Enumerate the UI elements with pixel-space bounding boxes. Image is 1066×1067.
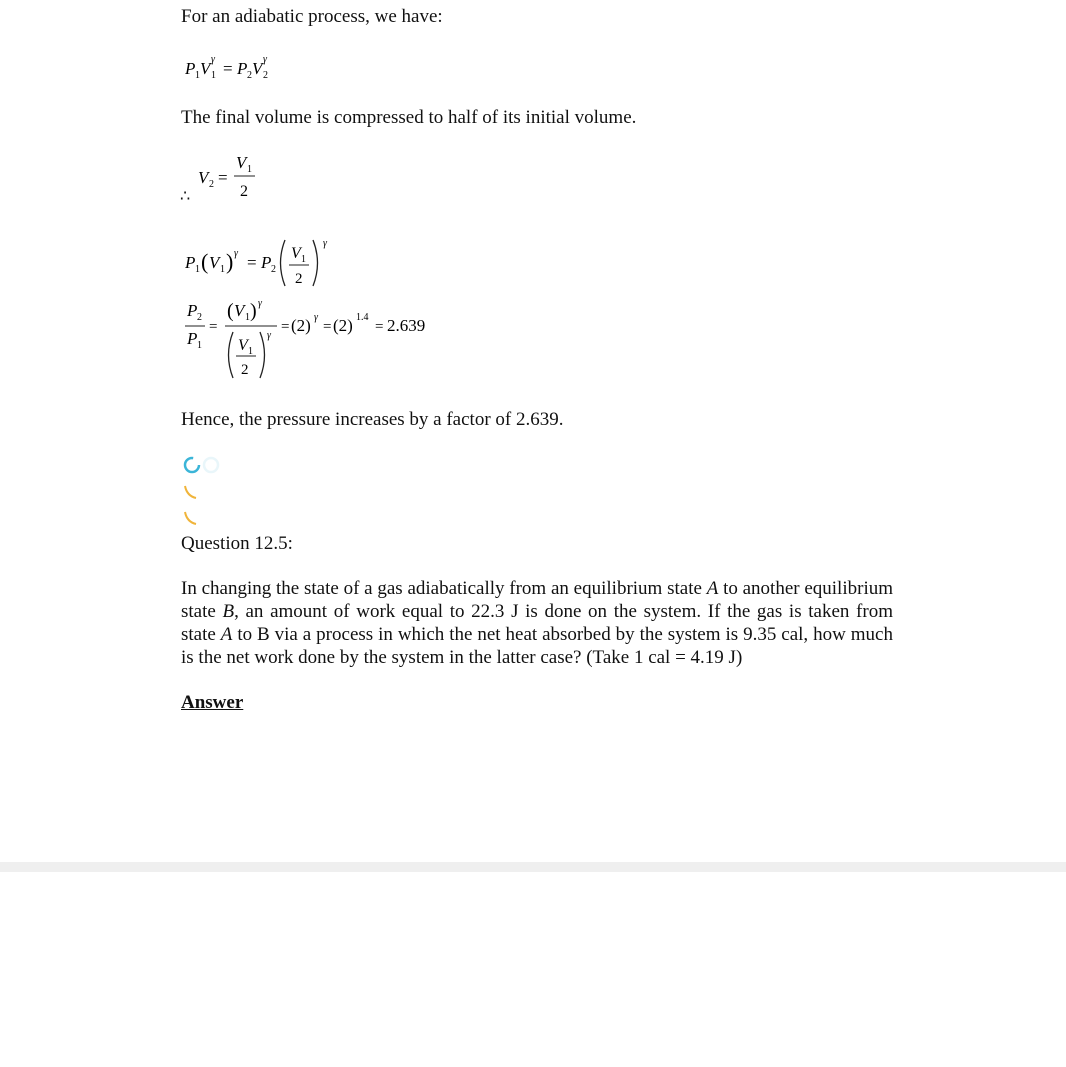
compressed-text: The final volume is compressed to half of its initial volume. bbox=[181, 107, 637, 128]
svg-text:2: 2 bbox=[271, 264, 276, 275]
therefore-symbol: ∴ bbox=[180, 188, 191, 205]
svg-text:2: 2 bbox=[240, 183, 248, 200]
svg-text:γ: γ bbox=[267, 330, 271, 341]
svg-text:V: V bbox=[234, 301, 245, 320]
svg-text:(: ( bbox=[201, 249, 209, 274]
svg-text:γ: γ bbox=[258, 298, 262, 309]
svg-text:V: V bbox=[209, 253, 220, 272]
svg-text:P: P bbox=[261, 253, 272, 272]
svg-text:P: P bbox=[237, 59, 248, 78]
answer-link[interactable]: Answer bbox=[181, 692, 244, 713]
svg-text:2: 2 bbox=[295, 271, 303, 287]
svg-text:P: P bbox=[187, 301, 198, 320]
svg-text:γ: γ bbox=[211, 54, 215, 65]
ratio-result: 2.639 bbox=[387, 316, 426, 335]
svg-text:V: V bbox=[198, 168, 209, 187]
question-body: In changing the state of a gas adiabatically from an equilibrium state A to another equilibrium state B, an amount of work equal to 22.3 J is done on the system. If the gas is taken from state A to B via a process in which the net heat absorbed by the system is 9.35 cal, how much is the net work done by the system in the latter case? (Take 1 cal = 4.19 J) bbox=[181, 578, 893, 668]
svg-text:V: V bbox=[236, 153, 247, 172]
equation-substitution bbox=[185, 232, 345, 292]
blank-area bbox=[0, 872, 1066, 1067]
svg-text:=: = bbox=[218, 168, 228, 187]
svg-text:=: = bbox=[281, 319, 290, 335]
svg-text:=: = bbox=[247, 253, 257, 272]
svg-text:2: 2 bbox=[209, 179, 214, 190]
svg-text:2: 2 bbox=[197, 312, 202, 323]
svg-text:): ) bbox=[226, 249, 234, 274]
equation-ratio bbox=[185, 292, 485, 384]
svg-text:γ: γ bbox=[234, 248, 238, 259]
svg-text:1: 1 bbox=[245, 312, 250, 323]
svg-text:(2): (2) bbox=[291, 316, 311, 335]
svg-text:1: 1 bbox=[195, 70, 200, 81]
svg-text:γ: γ bbox=[323, 238, 327, 249]
intro-text: For an adiabatic process, we have: bbox=[181, 6, 443, 27]
page-divider bbox=[0, 862, 1066, 872]
svg-text:=: = bbox=[209, 319, 218, 335]
conclusion-text: Hence, the pressure increases by a factor of 2.639. bbox=[181, 409, 564, 430]
svg-text:2: 2 bbox=[247, 70, 252, 81]
question-title: Question 12.5: bbox=[181, 533, 293, 554]
equation-v2 bbox=[198, 150, 268, 202]
svg-text:2: 2 bbox=[241, 362, 249, 378]
svg-text:1: 1 bbox=[197, 340, 202, 351]
svg-text:1: 1 bbox=[248, 346, 253, 357]
svg-text:V: V bbox=[252, 59, 263, 78]
gamma-value: 1.4 bbox=[356, 312, 369, 323]
svg-text:(2): (2) bbox=[333, 316, 353, 335]
equation-adiabatic bbox=[185, 50, 295, 84]
svg-text:P: P bbox=[185, 253, 196, 272]
svg-text:P: P bbox=[185, 59, 196, 78]
svg-text:1: 1 bbox=[211, 70, 216, 81]
svg-text:(: ( bbox=[227, 300, 234, 322]
svg-text:γ: γ bbox=[263, 54, 267, 65]
svg-text:γ: γ bbox=[314, 312, 318, 323]
svg-text:=: = bbox=[323, 319, 332, 335]
svg-text:V: V bbox=[238, 337, 248, 354]
svg-text:1: 1 bbox=[220, 264, 225, 275]
svg-text:V: V bbox=[200, 59, 211, 78]
svg-text:V: V bbox=[291, 245, 301, 262]
svg-text:): ) bbox=[250, 300, 257, 322]
svg-text:1: 1 bbox=[301, 254, 306, 265]
svg-text:=: = bbox=[375, 319, 384, 335]
loading-spinner-icon bbox=[178, 452, 238, 532]
svg-text:=: = bbox=[223, 59, 233, 78]
svg-text:2: 2 bbox=[263, 70, 268, 81]
svg-text:1: 1 bbox=[195, 264, 200, 275]
svg-text:1: 1 bbox=[247, 164, 252, 175]
svg-text:P: P bbox=[187, 329, 198, 348]
